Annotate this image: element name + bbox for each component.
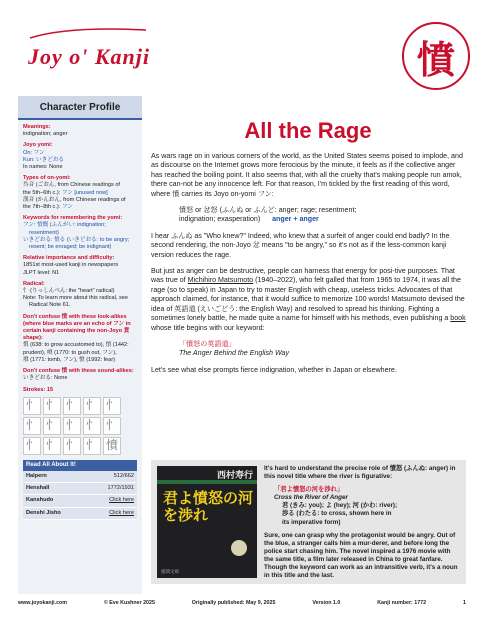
- cover-band: [157, 480, 257, 484]
- lookalikes-section: Don't confuse 憤 with these look-alikes (where blue marks are an echo of フン in certain kanji containing the non-Joyo 賁 shape): 慣 (638: to grow accustomed to), 憤 (1442: prudent), 噴 (1770: to gush out, フン), 墳 (1771: tomb, フン), 憤 (1992: fear): [23, 313, 131, 363]
- footer-copyright: © Eve Kushner 2025: [103, 600, 155, 606]
- definition: 憤怒 or 忿怒 (ふんぬ or ふんど: anger; rage; resentment; indignation; exasperation) anger + anger: [179, 206, 357, 224]
- read-all-about-it-table: [23, 460, 137, 520]
- meanings-section: Meanings: indignation; anger: [23, 124, 68, 138]
- article-title: All the Rage: [244, 118, 372, 143]
- joyo-yomi-section: Joyo yomi: On: フン Kun: いきどおる In names: None: [23, 142, 65, 171]
- footer-version: Version 1.0: [312, 600, 341, 606]
- cover-publisher: 徳間文庫: [161, 569, 179, 574]
- quote: 「憤怒の英語道」 The Anger Behind the English Way: [179, 339, 290, 358]
- paragraph: As wars rage on in various corners of the world, as the United States seems poised to implode, and as discourse on the Internet grows more ferocious by the minute, it feels as if the collective anger has reached the boiling point. It also seems that, with all the cruelty that's making people run amok, there can-not be any innocence left. For that reason, I'm tickled by the first reading of this word, where 憤 carries its Joyo on-yomi フン:: [151, 152, 463, 198]
- stroke-step: 忄: [83, 417, 101, 435]
- character-profile-sidebar: [18, 96, 142, 594]
- stroke-step: 忄: [43, 417, 61, 435]
- kanji-badge: 憤: [402, 22, 470, 90]
- soundalikes-section: Don't confuse 憤 with these sound-alikes: いきどおる: None: [23, 368, 134, 382]
- logo-text: Joy o' Kanji: [28, 44, 151, 69]
- stroke-step: 忄: [103, 417, 121, 435]
- stroke-step: 忄: [43, 437, 61, 455]
- footer-site[interactable]: www.joyokanji.com: [18, 600, 67, 606]
- stroke-step: 忄: [63, 417, 81, 435]
- denshi-jisho-link[interactable]: Click here: [87, 507, 138, 519]
- stroke-step: 忄: [83, 397, 101, 415]
- cover-title: 君よ憤怒の河を渉れ: [163, 490, 254, 524]
- footer: [18, 600, 466, 606]
- book-cover-image: [157, 466, 257, 578]
- novel-box: [151, 460, 466, 584]
- stroke-order-grid: [23, 397, 137, 455]
- logo-swoosh: [28, 24, 148, 44]
- table-row[interactable]: Denshi Jisho Click here: [23, 507, 137, 519]
- book-link[interactable]: book: [450, 314, 466, 323]
- cover-author: 西村寿行: [216, 470, 253, 480]
- stroke-step: 忄: [103, 397, 121, 415]
- stroke-step: 忄: [23, 437, 41, 455]
- logo: [28, 30, 158, 90]
- paragraph: But just as anger can be destructive, people can harness that energy for posi-tive purposes. That was true of Michihiro Matsumoto (1940–2022), who felt galled that from 1965 to 1974, it was all the rage (so to speak) in Japan to try to master English with cheap, useless tricks. Advocates of that approach claimed, for instance, that it would suffice to memorize 100 words! Matsumoto devised the idea of 英語道 (えいごどう: the English Way) and resolved to spread his thinking. Fighting a sometimes lonely battle, he made quite a name for himself with his methods, even publishing a book whose title begins with our keyword:: [151, 267, 466, 332]
- stroke-step: 忄: [43, 397, 61, 415]
- box-text: It's hard to understand the precise role of 憤怒 (ふんぬ: anger) in this novel title where the river is figurative: 「君よ憤怒の河を渉れ」 Cross the River of Anger 君 (きみ: you); よ (hey); 河 (かわ: river); 渉る (わたる: to cross, shown here in its imperative form) Sure, one can grasp why the protagonist would be angry. Out of the blue, a stranger calls him a mur-derer, and before long the police start chasing him. The novel inspired a 1976 movie with the same title, a film later released in China to great fanfare. Though the keyword can work as an intransitive verb, it's a noun in this title and the last.: [264, 465, 460, 585]
- table-row: Halpern 512/662: [23, 471, 137, 483]
- paragraph: I hear ふんぬ as "Who knew?" Indeed, who knew that a surfeit of anger could end badly? In the second rendering, the non-Joyo 忿 means "to be angry," so it's not as if the less-common kanji version reduces the rage.: [151, 231, 450, 259]
- keywords-section: Keywords for remembering the yomi: フン: 憤慨 (ふんがい: indignation; resentment) いきどおる: 憤る (いきどおる: to be angry; resent; be enraged; be indignant): [23, 215, 130, 251]
- types-section: Types of on-yomi: 呉音 (ごおん, from Chinese readings of the 5th–6th c.): フン [unused now] 漢音 (かんおん, from Chinese readings of the 7th–8th c.): フン: [23, 175, 126, 211]
- footer-published: Originally published: May 9, 2025: [191, 600, 276, 606]
- matsumoto-link[interactable]: Michihiro Matsumoto: [187, 276, 254, 285]
- stroke-step: 憤: [103, 437, 121, 455]
- kanshudo-link[interactable]: Click here: [87, 495, 138, 507]
- table-row: Henshall 1772/1931: [23, 483, 137, 495]
- stroke-step: 忄: [23, 397, 41, 415]
- relative-section: Relative importance and difficulty: 1851st most-used kanji in newspapers JLPT level: N1: [23, 255, 119, 276]
- moon-icon: [231, 540, 247, 556]
- stroke-step: 忄: [83, 437, 101, 455]
- stroke-step: 忄: [63, 437, 81, 455]
- novel-title: 「君よ憤怒の河を渉れ」 Cross the River of Anger 君 (きみ: you); よ (hey); 河 (かわ: river); 渉る (わたる: to cross, shown here in its imperative form): [274, 486, 398, 526]
- stroke-step: 忄: [63, 397, 81, 415]
- article-body: [151, 152, 466, 382]
- radical-section: Radical: 忄 (りっしんべん: the "heart" radical) Note: To learn more about this radical, see Radical Note 61.: [23, 280, 128, 309]
- paragraph: Let's see what else prompts fierce indignation, whether in Japan or elsewhere.: [151, 365, 397, 374]
- footer-page: 1: [462, 600, 466, 606]
- strokes-section: Strokes: 15 忄 忄 忄 忄 忄 忄 忄 忄 忄 忄 忄 忄 忄 忄 憤: [23, 387, 137, 455]
- table-header: Read All About It!: [23, 460, 137, 471]
- footer-kanji-number: Kanji number: 1772: [377, 600, 427, 606]
- sidebar-header: Character Profile: [18, 96, 142, 120]
- table-row[interactable]: Kanshudo Click here: [23, 495, 137, 507]
- stroke-step: 忄: [23, 417, 41, 435]
